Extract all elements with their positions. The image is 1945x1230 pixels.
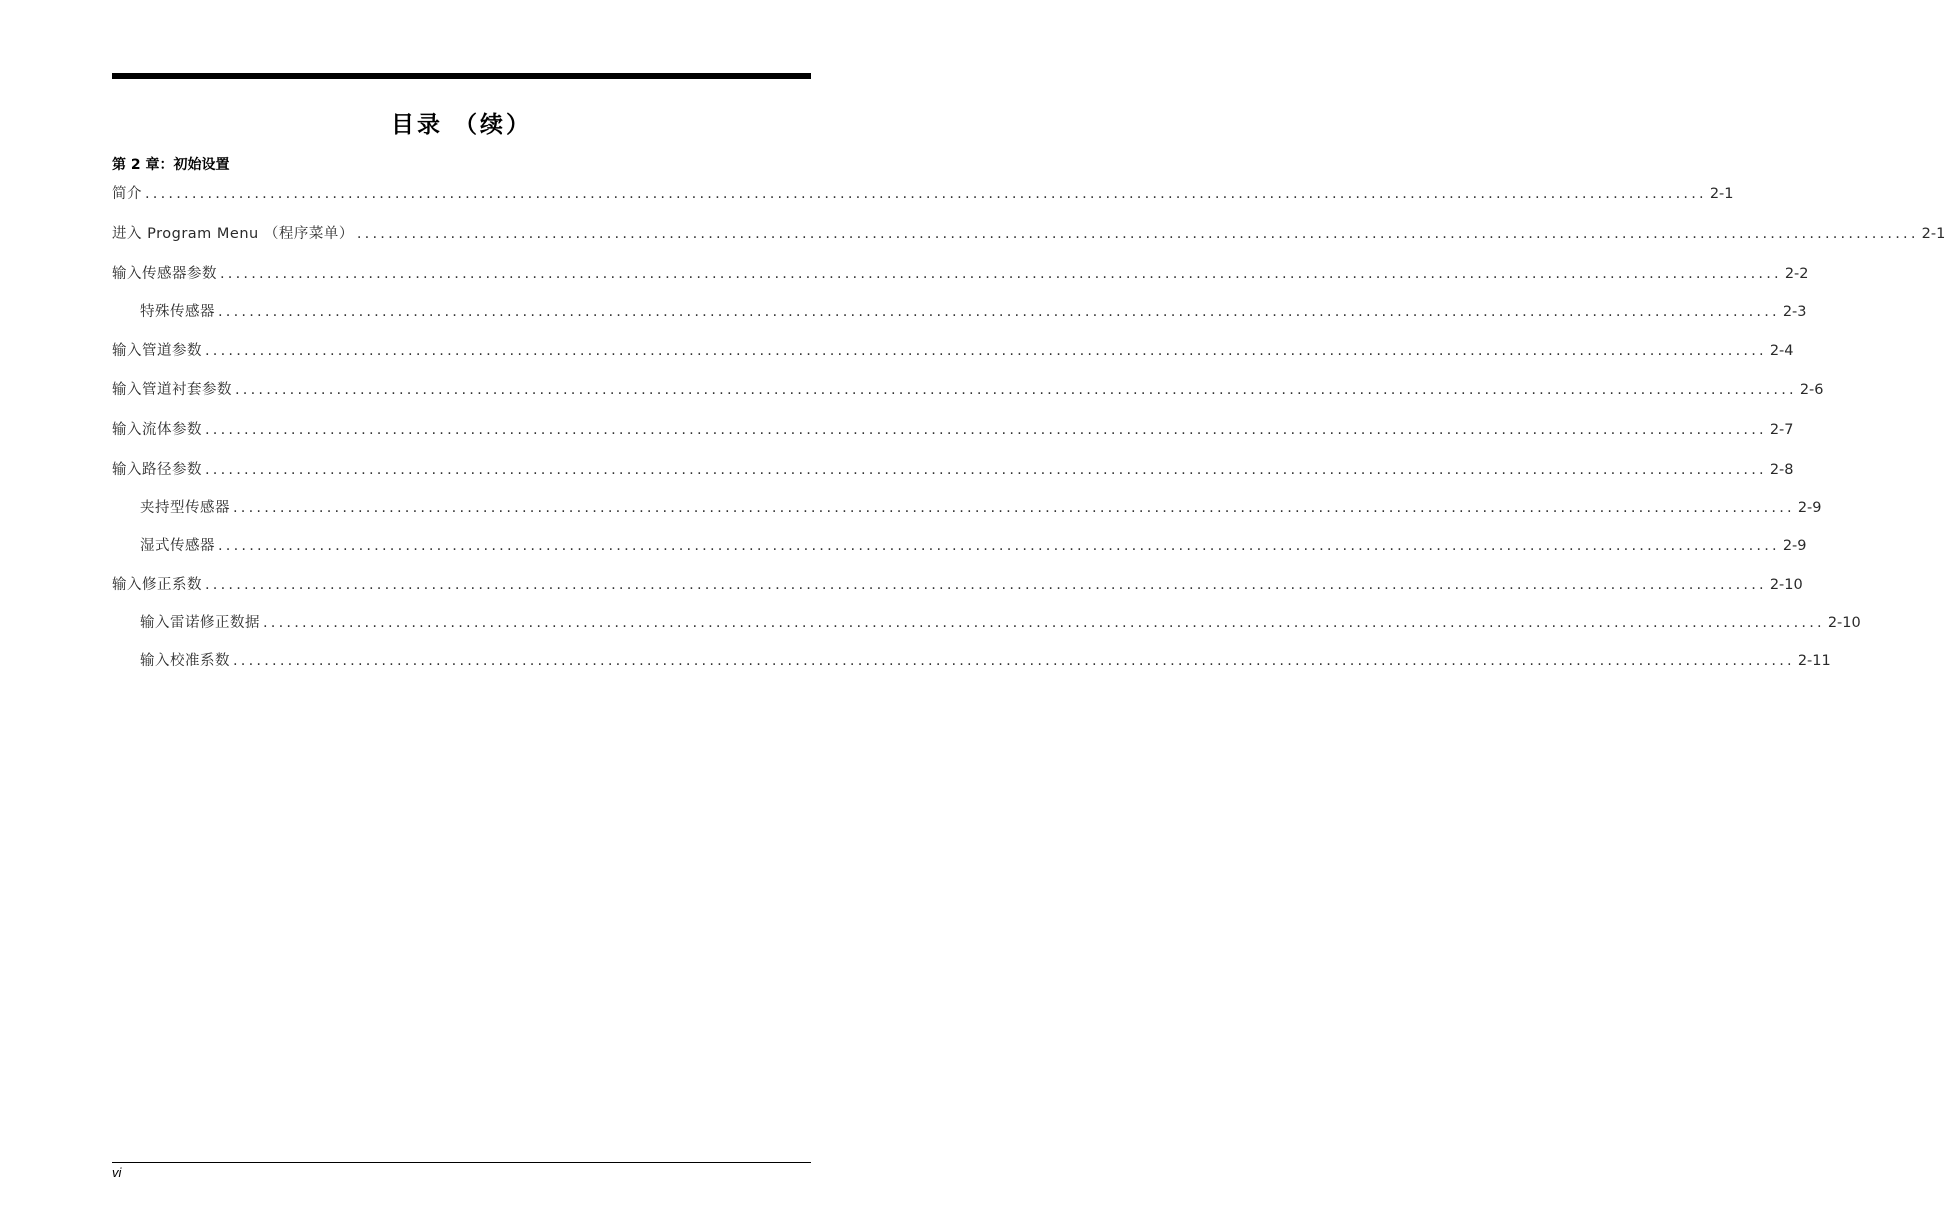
toc-subentry[interactable] (140, 613, 1861, 633)
toc-subentry[interactable] (140, 536, 1807, 556)
toc-entry[interactable] (112, 341, 1794, 361)
toc-leader: ........................................................................................................................................................................................................ (233, 500, 1795, 516)
toc-entry-page: 2-7 (1769, 422, 1794, 438)
chapter-heading: 第 2 章：初始设置 (112, 157, 230, 173)
toc-subentry[interactable] (140, 498, 1822, 518)
toc-entry[interactable] (112, 224, 1945, 244)
toc-leader: ........................................................................................................................................................................................................ (205, 577, 1767, 593)
toc-subentry[interactable] (140, 651, 1831, 671)
page-number: vi (112, 1165, 122, 1180)
toc-entry-page: 2-8 (1769, 462, 1794, 478)
toc-leader: ........................................................................................................................................................................................................ (233, 653, 1795, 669)
toc-entry-page: 2-1 (1921, 226, 1945, 242)
toc-leader: ........................................................................................................................................................................................................ (218, 304, 1780, 320)
toc-entry-title: 输入路径参数 (112, 462, 202, 478)
toc-entry-title: 湿式传感器 (140, 538, 215, 554)
toc-entry-title: 输入校准系数 (140, 653, 230, 669)
toc-entry[interactable] (112, 460, 1794, 480)
toc-entry-page: 2-6 (1799, 382, 1824, 398)
toc-entry-page: 2-4 (1769, 343, 1794, 359)
page-title: 目录 （续） (390, 112, 532, 138)
toc-entry-page: 2-9 (1797, 500, 1822, 516)
toc-entry-title: 简介 (112, 186, 142, 202)
toc-entry-title: 输入流体参数 (112, 422, 202, 438)
toc-entry-title: 输入管道参数 (112, 343, 202, 359)
toc-leader: ........................................................................................................................................................................................................ (205, 422, 1767, 438)
toc-subentry[interactable] (140, 302, 1807, 322)
toc-entry-page: 2-11 (1797, 653, 1831, 669)
toc-leader: ........................................................................................................................................................................................................ (145, 186, 1707, 202)
toc-entry-title: 输入修正系数 (112, 577, 202, 593)
toc-entry-title: 输入传感器参数 (112, 266, 217, 282)
toc-entry[interactable] (112, 380, 1824, 400)
toc-leader: ........................................................................................................................................................................................................ (205, 343, 1767, 359)
toc-leader: ........................................................................................................................................................................................................ (235, 382, 1797, 398)
toc-entry-title: 输入管道衬套参数 (112, 382, 232, 398)
toc-entry-page: 2-10 (1769, 577, 1803, 593)
toc-leader: ........................................................................................................................................................................................................ (205, 462, 1767, 478)
toc-entry[interactable] (112, 575, 1803, 595)
toc-leader: ........................................................................................................................................................................................................ (356, 226, 1919, 242)
toc-leader: ........................................................................................................................................................................................................ (218, 538, 1780, 554)
toc-entry[interactable] (112, 420, 1794, 440)
toc-entry-page: 2-1 (1709, 186, 1734, 202)
toc-entry-page: 2-2 (1784, 266, 1809, 282)
toc-entry-title: 进入 Program Menu （程序菜单） (112, 226, 354, 242)
footer-rule (112, 1162, 811, 1163)
toc-entry[interactable] (112, 264, 1809, 284)
toc-entry[interactable] (112, 184, 1734, 204)
toc-entry-title: 夹持型传感器 (140, 500, 230, 516)
toc-entry-page: 2-10 (1827, 615, 1861, 631)
toc-entry-title: 输入雷诺修正数据 (140, 615, 260, 631)
toc-entry-page: 2-9 (1782, 538, 1807, 554)
toc-leader: ........................................................................................................................................................................................................ (220, 266, 1782, 282)
header-rule (112, 73, 811, 79)
toc-entry-title: 特殊传感器 (140, 304, 215, 320)
toc-leader: ........................................................................................................................................................................................................ (263, 615, 1825, 631)
toc-entry-page: 2-3 (1782, 304, 1807, 320)
